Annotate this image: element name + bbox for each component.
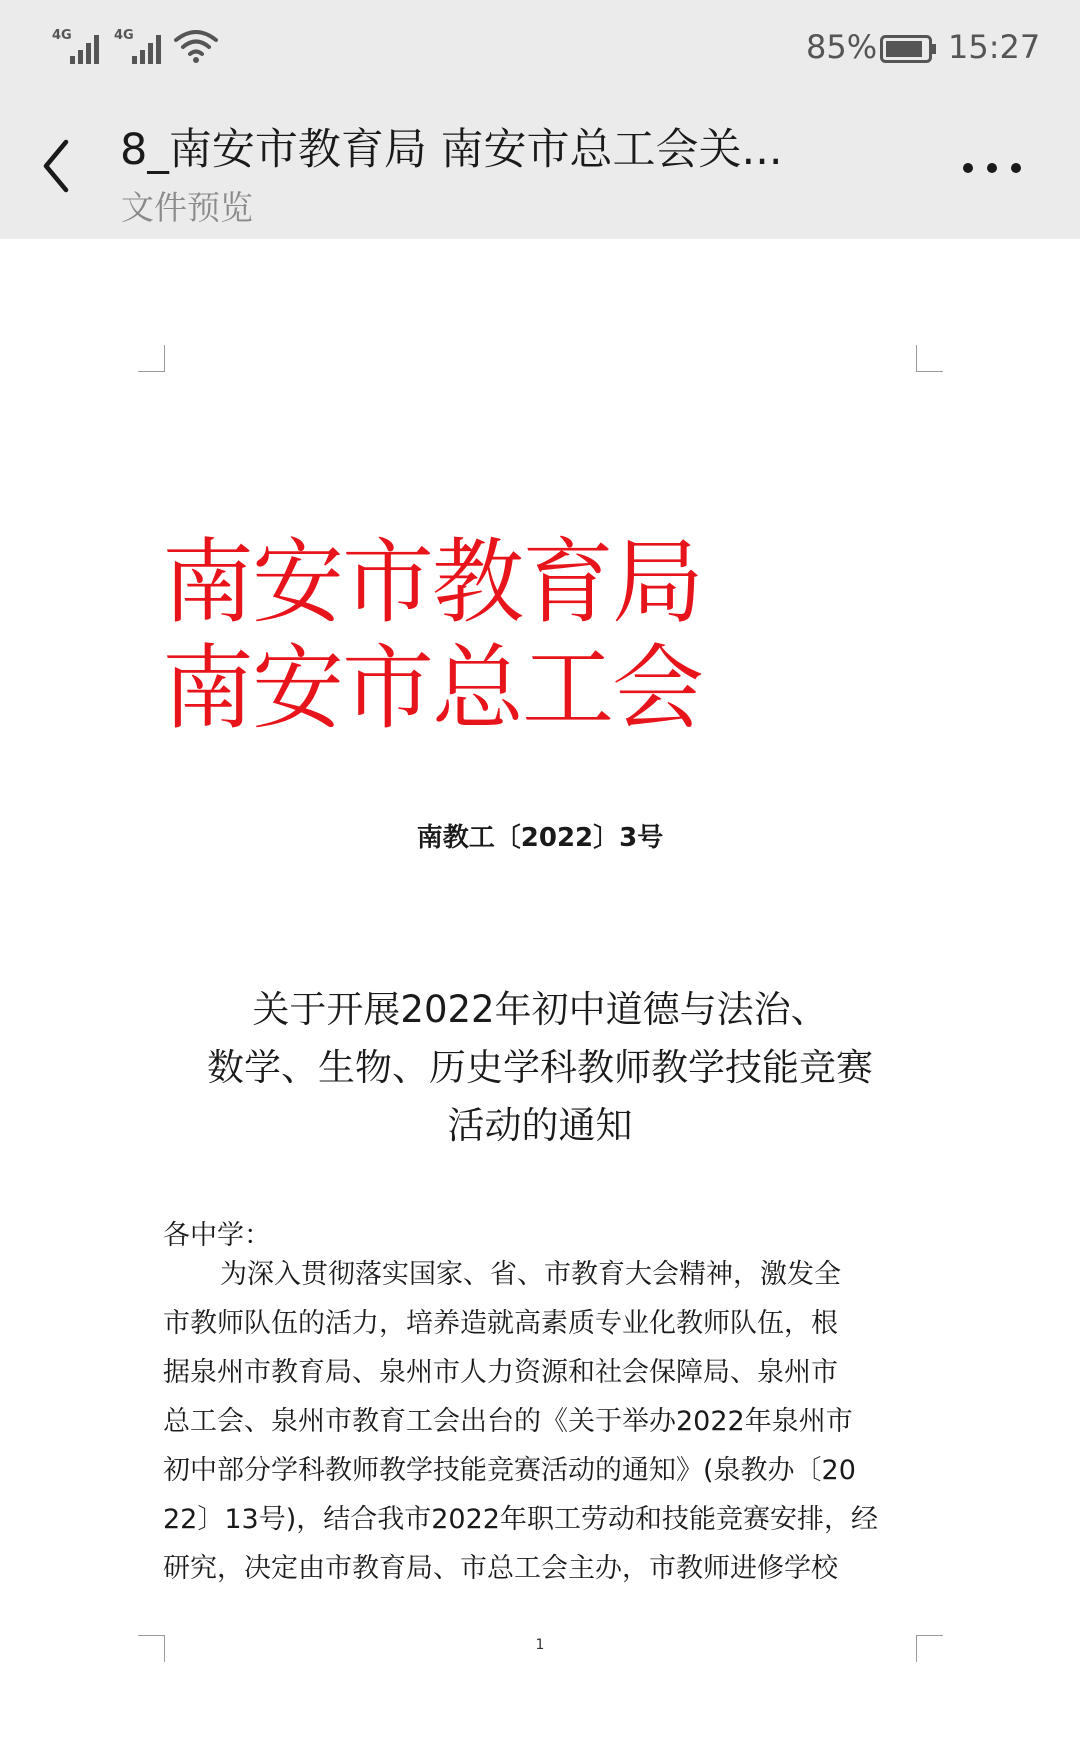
app-title-bar bbox=[0, 96, 1080, 239]
body-text-line: 据泉州市教育局、泉州市人力资源和社会保障局、泉州市 bbox=[163, 1357, 838, 1388]
wifi-icon bbox=[174, 28, 218, 68]
notice-title-line: 活动的通知 bbox=[447, 1104, 633, 1147]
issuer-name: 南安市总工会 bbox=[162, 635, 703, 742]
issuer-name: 南安市教育局 bbox=[162, 529, 703, 636]
body-text-line: 22〕13号)，结合我市2022年职工劳动和技能竞赛安排，经 bbox=[163, 1504, 878, 1535]
network-type-label: 4G bbox=[114, 28, 134, 43]
crop-mark-top-left bbox=[138, 345, 165, 372]
body-text-line: 初中部分学科教师教学技能竞赛活动的通知》(泉教办〔20 bbox=[163, 1455, 856, 1486]
network-type-label: 4G bbox=[52, 28, 72, 43]
page-number: 1 bbox=[535, 1637, 545, 1653]
notice-title-line: 关于开展2022年初中道德与法治、 bbox=[252, 988, 828, 1031]
document-number: 南教工〔2022〕3号 bbox=[416, 823, 664, 853]
crop-mark-top-right bbox=[916, 345, 943, 372]
salutation: 各中学： bbox=[163, 1220, 271, 1251]
body-text-line: 总工会、泉州市教育工会出台的《关于举办2022年泉州市 bbox=[163, 1406, 853, 1437]
status-bar bbox=[0, 0, 1080, 96]
back-button[interactable] bbox=[30, 126, 94, 206]
body-text-line: 市教师队伍的活力，培养造就高素质专业化教师队伍，根 bbox=[163, 1308, 838, 1339]
document-preview[interactable] bbox=[0, 239, 1080, 1741]
back-arrow-icon bbox=[30, 126, 94, 206]
more-icon bbox=[955, 148, 1035, 188]
notice-title bbox=[0, 981, 1080, 1155]
battery-percent: 85% bbox=[806, 28, 878, 66]
page-subtitle: 文件预览 bbox=[121, 188, 253, 227]
page-title: 8_南安市教育局 南安市总工会关... bbox=[120, 125, 783, 175]
body-text-line: 研究，决定由市教育局、市总工会主办，市教师进修学校 bbox=[163, 1553, 838, 1584]
body-text-line: 为深入贯彻落实国家、省、市教育大会精神，激发全 bbox=[220, 1259, 841, 1290]
more-options-button[interactable] bbox=[955, 148, 1035, 188]
notice-title-line: 数学、生物、历史学科教师教学技能竞赛 bbox=[207, 1046, 873, 1089]
battery-icon bbox=[880, 35, 938, 67]
clock: 15:27 bbox=[948, 28, 1041, 66]
